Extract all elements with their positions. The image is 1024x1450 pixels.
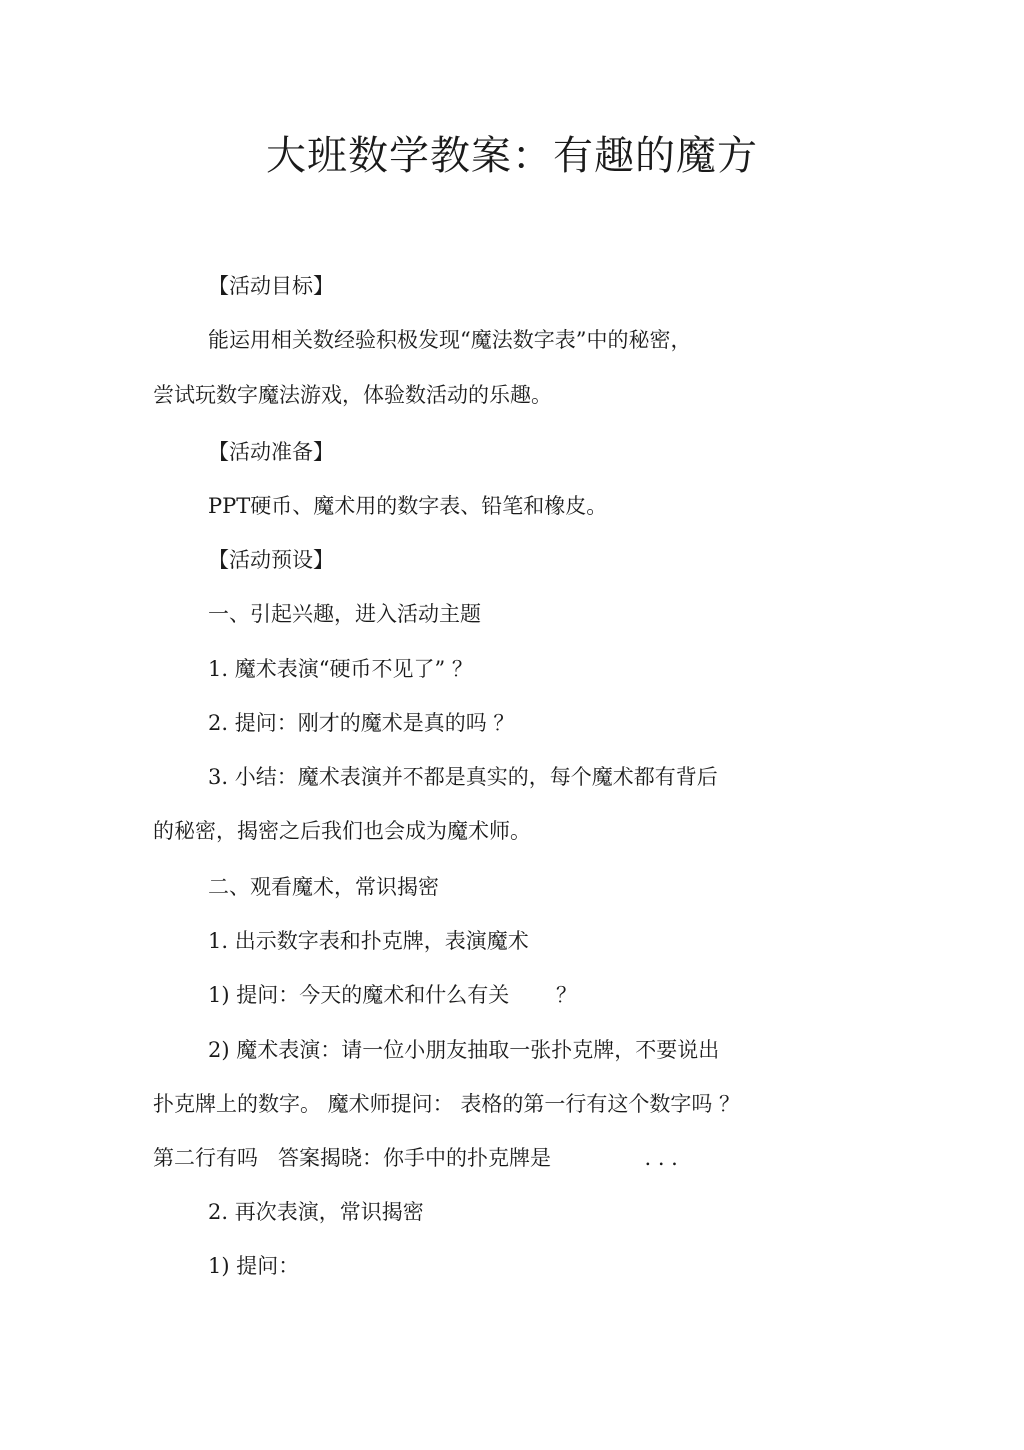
paragraph-line: 尝试玩数字魔法游戏，体验数活动的乐趣。 (153, 383, 552, 407)
section-heading-preparation: 【活动准备】 (208, 440, 334, 464)
list-item: 1. 魔术表演“硬币不见了” ？ (208, 657, 473, 681)
paragraph-line: 第二行有吗 答案揭晓：你手中的扑克牌是 . . . (153, 1146, 678, 1170)
list-item: 1) 提问： (208, 1254, 300, 1278)
paragraph-line: 的秘密，揭密之后我们也会成为魔术师。 (153, 819, 531, 843)
section-heading-plan: 【活动预设】 (208, 548, 334, 572)
list-item: 3. 小结：魔术表演并不都是真实的，每个魔术都有背后 (208, 765, 718, 789)
subheading-line: 一、引起兴趣，进入活动主题 (208, 602, 481, 626)
list-item: 1. 出示数字表和扑克牌，表演魔术 (208, 929, 529, 953)
list-item: 2) 魔术表演：请一位小朋友抽取一张扑克牌，不要说出 (208, 1038, 720, 1062)
list-item: 2. 再次表演，常识揭密 (208, 1200, 424, 1224)
list-item: 1) 提问：今天的魔术和什么有关 ？ (208, 983, 577, 1007)
paragraph-line: PPT硬币、魔术用的数字表、铅笔和橡皮。 (208, 494, 608, 518)
list-item: 2. 提问：刚才的魔术是真的吗 ？ (208, 711, 515, 735)
subheading-line: 二、观看魔术，常识揭密 (208, 875, 439, 899)
section-heading-goals: 【活动目标】 (208, 274, 334, 298)
paragraph-line: 能运用相关数经验积极发现“魔法数字表”中的秘密， (208, 328, 692, 352)
paragraph-line: 扑克牌上的数字。 魔术师提问： 表格的第一行有这个数字吗 ？ (153, 1092, 741, 1116)
document-title: 大班数学教案：有趣的魔方 (266, 133, 758, 179)
